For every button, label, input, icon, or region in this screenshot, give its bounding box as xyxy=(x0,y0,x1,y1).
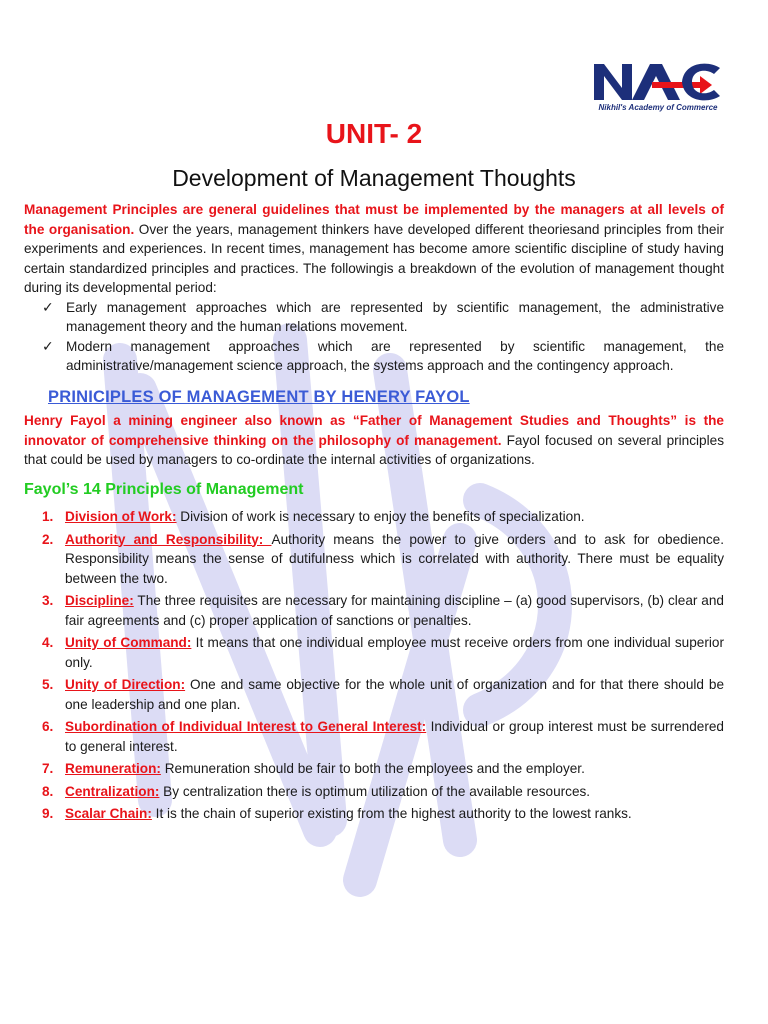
principle-term: Unity of Direction: xyxy=(65,677,186,692)
document-body xyxy=(24,200,724,827)
item-number: 8. xyxy=(42,783,54,799)
intro-text: Over the years, management thinkers have developed different theoriesand principles from their experiments and experiences. In recent times, management has become amore scientific discipline of study having certain standardized principles and practices. The followingis a breakdown of the evolution of management thought during its developmental period: xyxy=(24,221,724,295)
principles-heading: Fayol’s 14 Principles of Management xyxy=(24,480,304,498)
principle-term: Remuneration: xyxy=(65,761,161,776)
check-icon: ✓ xyxy=(42,337,54,354)
principle-term: Scalar Chain: xyxy=(65,806,152,821)
list-item xyxy=(24,675,724,714)
intro-emphasis: Management Principles are general guidelines that must be implemented by the managers at all levels of the organisation. xyxy=(24,202,724,237)
principle-text: By centralization there is optimum utilization of the available resources. xyxy=(159,783,591,799)
item-number: 3. xyxy=(42,593,54,608)
fayol-text: Fayol focused on several principles that could be used by managers to co-ordinate the internal activities of organizations. xyxy=(24,432,724,467)
list-item xyxy=(24,530,724,589)
item-number: 6. xyxy=(42,719,54,734)
approaches-list xyxy=(24,298,724,376)
principle-text: Authority means the power to give orders and to ask for obedience. Responsibility means the sense of dutifulness which is correlated with authority. There must be equality between the two. xyxy=(65,531,724,586)
principle-term: Unity of Command: xyxy=(65,635,192,650)
nac-logo xyxy=(588,58,728,118)
list-item xyxy=(24,507,724,527)
principle-text: It means that one individual employee must receive orders from one individual superior only. xyxy=(65,635,724,670)
item-number: 5. xyxy=(42,677,54,692)
approach-text: Modern management approaches which are represented by scientific management, the administrative/management science approach, the systems approach and the contingency approach. xyxy=(66,338,724,373)
item-number: 4. xyxy=(42,635,54,650)
list-item xyxy=(24,804,724,824)
principle-text: One and same objective for the whole unit of organization and for that there should be one leadership and one plan. xyxy=(65,677,725,712)
principle-term: Centralization: xyxy=(65,783,160,799)
item-number: 9. xyxy=(42,806,54,821)
principle-text: The three requisites are necessary for maintaining discipline – (a) good supervisors, (b) clear and fair agreements and (c) proper application of sanctions or penalties. xyxy=(65,593,724,628)
list-item xyxy=(42,298,724,337)
intro-paragraph xyxy=(24,200,724,298)
item-number: 2. xyxy=(42,531,54,547)
list-item xyxy=(24,759,724,779)
principle-term: Discipline: xyxy=(65,593,134,608)
item-number: 1. xyxy=(42,509,54,524)
principle-term: Authority and Responsibility: xyxy=(65,531,272,547)
list-item xyxy=(24,717,724,756)
logo-tagline: Nikhil's Academy of Commerce xyxy=(598,103,718,112)
fayol-emphasis: Henry Fayol a mining engineer also known as “Father of Management Studies and Thoughts” is the innovator of comprehensive thinking on the philosophy of management. xyxy=(24,413,724,448)
principle-text: Individual or group interest must be surrendered to general interest. xyxy=(65,719,724,754)
principle-term: Division of Work: xyxy=(65,509,177,524)
list-item xyxy=(24,591,724,630)
principle-text: Remuneration should be fair to both the employees and the employer. xyxy=(160,761,585,776)
item-number: 7. xyxy=(42,761,54,776)
principles-list xyxy=(24,507,724,824)
list-item xyxy=(42,337,724,376)
nac-logo-mark xyxy=(588,58,728,104)
page-title: Development of Management Thoughts xyxy=(172,165,576,191)
unit-title: UNIT- 2 xyxy=(325,118,423,149)
fayol-paragraph xyxy=(24,411,724,470)
check-icon: ✓ xyxy=(42,298,54,315)
fayol-section-heading: PRINICIPLES OF MANAGEMENT BY HENERY FAYOL xyxy=(48,387,470,406)
principle-text: Division of work is necessary to enjoy the benefits of specialization. xyxy=(176,509,585,524)
principle-text: It is the chain of superior existing from the highest authority to the lowest ranks. xyxy=(151,806,632,821)
approach-text: Early management approaches which are represented by scientific management, the administrative management theory and the human relations movement. xyxy=(66,299,724,334)
list-item xyxy=(24,633,724,672)
principle-term: Subordination of Individual Interest to General Interest: xyxy=(65,719,427,734)
list-item xyxy=(24,782,724,802)
